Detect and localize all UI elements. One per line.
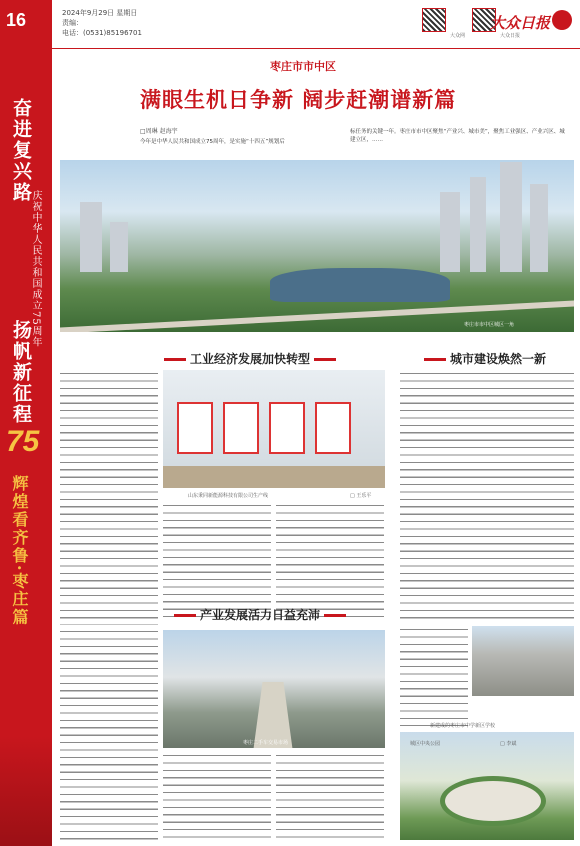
factory-photo bbox=[163, 370, 385, 488]
banner-slogan-1: 奋进复兴路 bbox=[10, 98, 32, 203]
vitality-body-text-left bbox=[60, 628, 158, 840]
banner-slogan-2: 扬帆新征程 bbox=[10, 320, 32, 425]
photo5-caption: 城区中央公园 bbox=[410, 741, 441, 747]
photo3-caption: 枣庄二手车交易市场 bbox=[243, 740, 289, 746]
city-body-text bbox=[400, 370, 574, 620]
industry-body-text-right bbox=[276, 502, 384, 622]
central-park-photo bbox=[400, 732, 574, 840]
photo2-caption: 山东秉同新能源科技有限公司生产线 bbox=[188, 493, 269, 499]
photo4-caption: 新建成的枣庄市中学新区学校 bbox=[430, 723, 496, 729]
page-number: 16 bbox=[6, 10, 27, 30]
article-byline: □周琳 赵海宇 bbox=[140, 128, 178, 135]
article-headline: 满眼生机日争新 阔步赶潮谱新篇 bbox=[140, 87, 457, 112]
masthead: 大众日报 bbox=[489, 14, 550, 32]
banner-decoration bbox=[0, 736, 52, 846]
red-side-banner bbox=[0, 0, 52, 846]
city-body-text-lower bbox=[400, 626, 468, 726]
park-ring bbox=[440, 776, 546, 826]
industry-body-text-mid bbox=[163, 502, 271, 622]
city-aerial-photo bbox=[60, 160, 574, 332]
qr-label: 大众日报 bbox=[500, 33, 521, 39]
photo1-caption: 枣庄市市中区城区一角 bbox=[463, 322, 514, 328]
article-lead-left: 今年是中华人民共和国成立75周年，是实施“十四五”规划后 bbox=[140, 139, 285, 145]
page-header bbox=[52, 0, 580, 49]
article-lead-right: 标任务的关键一年。枣庄市市中区聚焦“产业兴、城市美”，聚焦工业强区、产业兴区、城建立区，…… bbox=[350, 129, 565, 143]
vitality-body-text-mid bbox=[163, 752, 271, 840]
banner-anniversary: 庆祝中华人民共和国成立75周年 bbox=[30, 190, 41, 348]
used-car-market-photo bbox=[163, 630, 385, 748]
qr-code-icon[interactable] bbox=[422, 8, 446, 32]
editor-line: 责编： bbox=[62, 19, 83, 27]
newspaper-logo-icon bbox=[552, 10, 572, 30]
phone-line: 电话：(0531)85196701 bbox=[62, 29, 142, 37]
anniversary-number: 75 bbox=[6, 425, 40, 458]
industry-body-text-left bbox=[60, 370, 158, 625]
issue-date: 2024年9月29日 星期日 bbox=[62, 9, 138, 17]
qr-label: 大众网 bbox=[450, 33, 466, 39]
lake bbox=[270, 268, 450, 302]
photo5-credit: □ 李斌 bbox=[500, 741, 517, 747]
section-title-vitality: 产业发展活力日益充沛 bbox=[170, 606, 350, 623]
new-school-photo bbox=[472, 626, 574, 696]
article-subhead: 枣庄市市中区 bbox=[270, 60, 336, 73]
vitality-body-text-right bbox=[276, 752, 384, 840]
banner-series-name: 辉煌看齐鲁·枣庄篇 bbox=[10, 475, 29, 627]
photo2-credit: □ 王乐平 bbox=[350, 493, 372, 499]
section-title-industry: 工业经济发展加快转型 bbox=[160, 350, 340, 367]
section-title-city: 城市建设焕然一新 bbox=[420, 350, 546, 367]
